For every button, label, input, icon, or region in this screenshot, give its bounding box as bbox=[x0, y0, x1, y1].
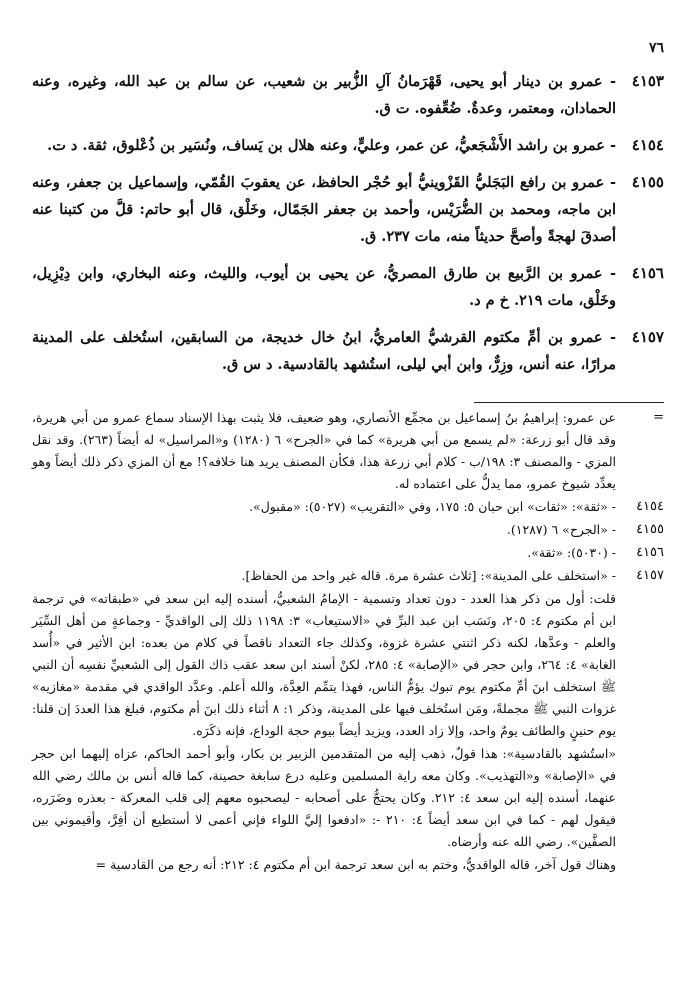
footnote-number: ٤١٥٥ bbox=[636, 522, 664, 537]
entry-4157 bbox=[32, 324, 664, 378]
footnote-4156 bbox=[32, 542, 664, 564]
footnote-text: عن عمرو: إبراهيمُ بنُ إسماعيل بن مجمِّع الأنصاري، وهو ضعيف، فلا يثبت بهذا الإسناد سماع عمرو من أبي هريرة، وقد قال أبو زرعة: «لم يسمع من أبي هريرة» كما في «الجرح» ٦ (١٢٨٠) و«المراسيل» له أيضاً (٢٦٣). وقد نقل المزي - والمصنف ٣: ١٩٨/ب - كلام أبي زرعة هذا، فكأن المصنف يريد هنا خلافه؟! مع أن المزي ذكر ذلك أيضاً وهو يعدِّد شيوخ عمرو، مما يدلُّ على اعتماده له. bbox=[32, 410, 617, 491]
footnote-continued bbox=[32, 407, 664, 495]
footnote-number: ٤١٥٤ bbox=[636, 499, 664, 514]
footnote-number: ٤١٥٦ bbox=[636, 545, 664, 560]
entry-text: - عمرو بن أمِّ مكتوم القرشيُّ العامريُّ، ابنُ خال خديجة، من السابقين، استُخلف على المدينة مرارًا، عنه أنس، وزِرٌّ، وابن أبي ليلى، استُشهد بالقادسية. د س ق. bbox=[32, 329, 616, 373]
footnote-4154 bbox=[32, 496, 664, 518]
footnote-text: - «استخلف على المدينة»: [ثلاث عشرة مرة. قاله غير واحد من الحفاظ]. bbox=[241, 568, 616, 583]
footnote-number: = bbox=[653, 410, 664, 425]
entry-number: ٤١٥٦ bbox=[631, 264, 664, 282]
entry-number: ٤١٥٧ bbox=[631, 328, 664, 346]
page-number: ٧٦ bbox=[648, 40, 664, 56]
entry-number: ٤١٥٣ bbox=[631, 72, 664, 90]
footnote-paragraph: «استُشهد بالقادسية»: هذا قولٌ، ذهب إليه من المتقدمين الزبير بن بكار، وأبو أحمد الحاكم، عزاه إليهما ابن حجر في «الإصابة» و«التهذيب». وكان معه راية المسلمين وعليه درع سابغة حصينة، كما قاله أنس بن مالك رضي الله عنهما، أسنده إليه ابن سعد ٤: ٢١٢. وكان يحتجُّ على أصحابه - ليصحبوه معهم إلى قلب المعركة - بعذره وضَرَره، فيقول لهم - كما في ابن سعد أيضاً ٤: ٢١٠ -: «ادفعوا إليَّ اللواء فإني أعمى لا أستطيع أن أفِرَّ، وأقيموني بين الصفَّين». رضي الله عنه وأرضاه. bbox=[32, 746, 616, 849]
main-entries bbox=[32, 68, 664, 378]
footnote-paragraph: وهناك قول آخر، قاله الواقديُّ، وختم به ابن سعد ترجمة ابن أم مكتوم ٤: ٢١٢: أنه رجع من القادسية = bbox=[95, 857, 616, 872]
footnote-4155 bbox=[32, 519, 664, 541]
entry-4155 bbox=[32, 169, 664, 250]
footnote-number: ٤١٥٧ bbox=[636, 568, 664, 583]
entry-text: - عمرو بن دينار أبو يحيى، قَهْرَمانُ آلِ الزُّبير بن شعيب، عن سالم بن عبد الله، وغيره، وعنه الحمادان، ومعتمر، وعدةٌ. ضُعِّفوه. ت ق. bbox=[32, 73, 616, 117]
footnotes bbox=[32, 407, 664, 876]
footnote-text: - «الجرح» ٦ (١٢٨٧). bbox=[506, 522, 616, 537]
footnote-text: - (٥٠٣٠): «ثقة». bbox=[527, 545, 616, 560]
entry-4153 bbox=[32, 68, 664, 122]
footnote-divider bbox=[32, 388, 664, 407]
footnote-paragraph: قلت: أول من ذكر هذا العدد - دون تعداد وتسمية - الإمامُ الشعبيُّ، أسنده إليه ابن سعد في «طبقاته» في ترجمة ابن أم مكتوم ٤: ٢٠٥، ونَسَب ابن عبد البرِّ في «الاستيعاب» ٣: ١١٩٨ ذلك إلى الواقديِّ - وجماعةٍ من أهل السِّيَر والعلم - وعدَّها، لكنه ذكر اثنتي عشرة غزوة، وكذلك جاء التعداد ناقصاً في كلام من بعده: ابن الأثير في «أُسد الغابة» ٤: ٢٦٤، وابن حجر في «الإصابة» ٤: ٢٨٥، لكنْ أسند ابن سعد عقب ذاك القول إلى الشعبيِّ نفسِه أن النبي ﷺ استخلف ابنَ أمِّ مكتوم يوم تبوك يؤمُّ الناس، فهذا يتمِّم العِدَّة، والله أعلم. وعدَّد الواقدي في مقدمة «مغازيه» غزوات النبي ﷺ مجملةً، ومَن استُخلف فيها على المدينة، وذكر ١: ٨ أثناء ذلك ابنَ أم مكتوم، فبلغ هذا العددَ إن قلنا: يوم حنينٍ والطائف يومٌ واحد، وإلا زاد العدد، ويزيد أيضاً بيوم حجة الوداع، فإنه ذكَرَه. bbox=[32, 591, 617, 738]
footnote-text: - «ثقة»: «ثقات» ابن حبان ٥: ١٧٥، وفي «التقريب» (٥٠٢٧): «مقبول». bbox=[249, 499, 616, 514]
entry-4156 bbox=[32, 260, 664, 314]
entry-text: - عمرو بن راشد الأَشْجَعيُّ، عن عمر، وعليٍّ، وعنه هلال بن يَساف، ونُسَير بن ذُعْلوق، ثقة. د ت. bbox=[47, 137, 616, 154]
footnote-4157 bbox=[32, 565, 664, 587]
entry-text: - عمرو بن الرَّبيع بن طارق المصريُّ، عن يحيى بن أيوب، والليث، وعنه البخاري، وابن دِيْزِيل، وخَلْق، مات ٢١٩. خ م د. bbox=[32, 265, 616, 309]
entry-4154 bbox=[32, 132, 664, 159]
entry-number: ٤١٥٤ bbox=[631, 136, 664, 154]
entry-number: ٤١٥٥ bbox=[631, 173, 664, 191]
entry-text: - عمرو بن رافع البَجَليُّ القَزْوينيُّ أبو حُجْر الحافظ، عن يعقوبَ القُمّي، وإسماعيل بن جعفر، وعنه ابن ماجه، ومحمد بن الضُّرَيْس، وأحمد بن جعفر الجَمّال، وخَلْق، قال أبو حاتم: قلَّ من كتبنا عنه أصدقَ لهجةً وأصحَّ حديثاً منه، مات ٢٣٧. ق. bbox=[32, 174, 616, 245]
